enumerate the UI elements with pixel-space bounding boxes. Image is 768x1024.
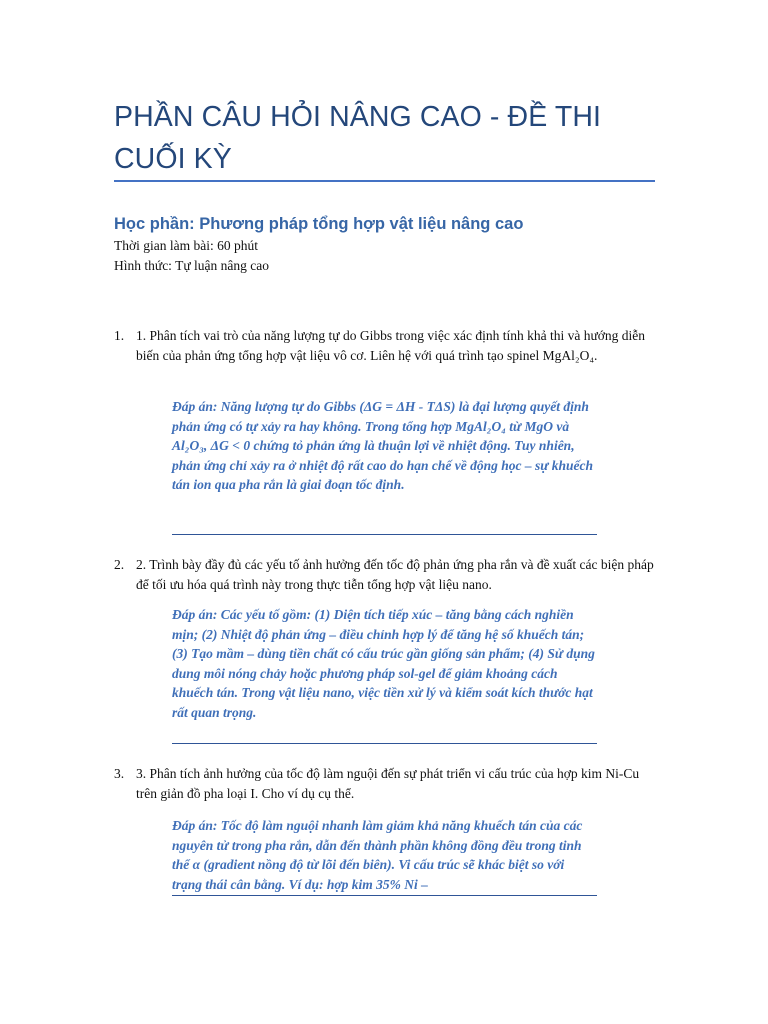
exam-duration: Thời gian làm bài: 60 phút <box>114 238 258 253</box>
question-text: 1. Phân tích vai trò của năng lượng tự do Gibbs trong việc xác định tính khả thi và hướng diễn biến của phản ứng tổng hợp vật liệu vô cơ. Liên hệ với quá trình tạo spinel MgAl₂O₄. <box>136 328 646 363</box>
answer-text: Đáp án: Năng lượng tự do Gibbs (ΔG = ΔH - TΔS) là đại lượng quyết định phản ứng có tự xảy ra hay không. Trong tổng hợp MgAl₂O₄ từ MgO và Al₂O₃, ΔG < 0 chứng tỏ phản ứng là thuận lợi về nhiệt động. Tuy nhiên, phản ứng chỉ xảy ra ở nhiệt độ rất cao do hạn chế về động học – sự khuếch tán ion qua pha rắn là giai đoạn tốc định. <box>172 399 593 492</box>
question-number: 2. <box>114 557 125 572</box>
exam-format: Hình thức: Tự luận nâng cao <box>114 258 269 273</box>
course-subtitle: Học phần: Phương pháp tổng hợp vật liệu nâng cao <box>114 215 524 233</box>
answer-divider <box>172 895 597 896</box>
question-number: 3. <box>114 766 125 781</box>
answer-text: Đáp án: Các yếu tố gồm: (1) Diện tích tiếp xúc – tăng bằng cách nghiền mịn; (2) Nhiệt độ phản ứng – điều chỉnh hợp lý để tăng hệ số khuếch tán; (3) Tạo mầm – dùng tiền chất có cấu trúc gần giống sản phẩm; (4) Sử dụng dung môi nóng chảy hoặc phương pháp sol-gel để giảm khoảng cách khuếch tán. Trong vật liệu nano, việc tiền xử lý và kiểm soát kích thước hạt rất quan trọng. <box>172 607 595 720</box>
question-number: 1. <box>114 328 125 343</box>
title-divider <box>114 180 655 182</box>
answer-divider <box>172 534 597 535</box>
question-text: 2. Trình bày đầy đủ các yếu tố ảnh hưởng đến tốc độ phản ứng pha rắn và đề xuất các biện pháp để tối ưu hóa quá trình này trong thực tiễn tổng hợp vật liệu nano. <box>136 557 654 592</box>
answer-divider <box>172 743 597 744</box>
question-text: 3. Phân tích ảnh hưởng của tốc độ làm nguội đến sự phát triển vi cấu trúc của hợp kim Ni-Cu trên giản đồ pha loại I. Cho ví dụ cụ thể. <box>136 766 640 801</box>
document-title: PHẦN CÂU HỎI NÂNG CAO - ĐỀ THI CUỐI KỲ <box>114 101 602 175</box>
answer-text: Đáp án: Tốc độ làm nguội nhanh làm giảm khả năng khuếch tán của các nguyên tử trong pha rắn, dẫn đến thành phần không đồng đều trong tinh thể α (gradient nồng độ từ lõi đến biên). Vi cấu trúc sẽ khác biệt so với trạng thái cân bằng. Ví dụ: hợp kim 35% Ni – <box>172 818 583 892</box>
